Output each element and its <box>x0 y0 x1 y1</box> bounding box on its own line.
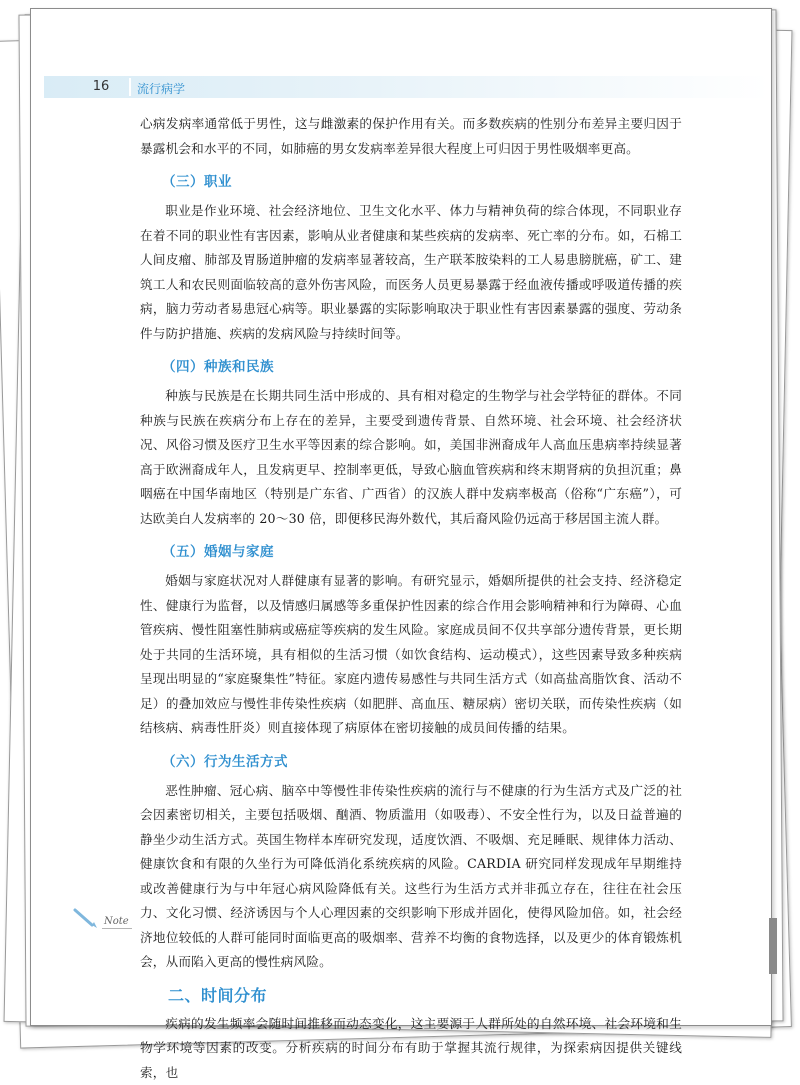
header-divider <box>129 78 131 96</box>
note-underline <box>102 928 132 929</box>
page-edge-strip <box>769 918 777 974</box>
paragraph-sex-continued: 心病发病率通常低于男性，这与雌激素的保护作用有关。而多数疾病的性别分布差异主要归因于暴露机会和水平的不同，如肺癌的男女发病率差异很大程度上可归因于男性吸烟率更高。 <box>140 112 682 161</box>
page-content <box>140 112 682 1085</box>
paragraph-ethnicity: 种族与民族是在长期共同生活中形成的、具有相对稳定的生物学与社会学特征的群体。不同种族与民族在疾病分布上存在的差异，主要受到遗传背景、自然环境、社会环境、社会经济状况、风俗习惯及医疗卫生水平等因素的综合影响。如，美国非洲裔成年人高血压患病率持续显著高于欧洲裔成年人，且发病更早、控制率更低，导致心脑血管疾病和终末期肾病的负担沉重；鼻咽癌在中国华南地区（特别是广东省、广西省）的汉族人群中发病率极高（俗称“广东癌”），可达欧美白人发病率的 20～30 倍，即便移民海外数代，其后裔风险仍远高于移居国主流人群。 <box>140 384 682 531</box>
page-number: 16 <box>74 79 128 94</box>
subheading-behavior-lifestyle: （六）行为生活方式 <box>162 750 682 770</box>
paragraph-marriage-family: 婚姻与家庭状况对人群健康有显著的影响。有研究显示，婚姻所提供的社会支持、经济稳定性、健康行为监督，以及情感归属感等多重保护性因素的综合作用会影响精神和行为障碍、心血管疾病、慢性阻塞性肺病或癌症等疾病的发生风险。家庭成员间不仅共享部分遗传背景，更长期处于共同的生活环境，具有相似的生活习惯（如饮食结构、运动模式），这些因素导致多种疾病呈现出明显的“家庭聚集性”特征。家庭内遗传易感性与共同生活方式（如高盐高脂饮食、活动不足）的叠加效应与慢性非传染性疾病（如肥胖、高血压、糖尿病）密切关联，而传染性疾病（如结核病、病毒性肝炎）则直接体现了病原体在密切接触的成员间传播的结果。 <box>140 569 682 741</box>
section-heading-time-distribution: 二、时间分布 <box>168 983 682 1006</box>
paragraph-occupation: 职业是作业环境、社会经济地位、卫生文化水平、体力与精神负荷的综合体现，不同职业存在着不同的职业性有害因素，影响从业者健康和某些疾病的发病率、死亡率的分布。如，石棉工人间皮瘤、肺部及胃肠道肿瘤的发病率显著较高，生产联苯胺染料的工人易患膀胱癌，矿工、建筑工人和农民则面临较高的意外伤害风险，而医务人员更易暴露于经血液传播或呼吸道传播的疾病，脑力劳动者易患冠心病等。职业暴露的实际影响取决于职业性有害因素暴露的强度、劳动条件与防护措施、疾病的发病风险与持续时间等。 <box>140 199 682 346</box>
margin-note <box>72 906 134 930</box>
subheading-occupation: （三）职业 <box>162 170 682 190</box>
note-label: Note <box>104 916 129 927</box>
subheading-ethnicity: （四）种族和民族 <box>162 355 682 375</box>
subheading-marriage-family: （五）婚姻与家庭 <box>162 540 682 560</box>
paragraph-behavior-lifestyle: 恶性肿瘤、冠心病、脑卒中等慢性非传染性疾病的流行与不健康的行为生活方式及广泛的社会因素密切相关，主要包括吸烟、酗酒、物质滥用（如吸毒）、不安全性行为，以及日益普遍的静坐少动生活方式。英国生物样本库研究发现，适度饮酒、不吸烟、充足睡眠、规律体力活动、健康饮食和有限的久坐行为可降低消化系统疾病的风险。CARDIA 研究同样发现成年早期维持或改善健康行为与中年冠心病风险降低有关。这些行为生活方式并非孤立存在，往往在社会压力、文化习惯、经济诱因与个人心理因素的交织影响下形成并固化，使得风险加倍。如，社会经济地位较低的人群可能同时面临更高的吸烟率、营养不均衡的食物选择，以及更少的体育锻炼机会，从而陷入更高的慢性病风险。 <box>140 779 682 975</box>
pencil-icon <box>72 906 102 930</box>
paragraph-time-distribution: 疾病的发生频率会随时间推移而动态变化，这主要源于人群所处的自然环境、社会环境和生物学环境等因素的改变。分析疾病的时间分布有助于掌握其流行规律，为探索病因提供关键线索，也 <box>140 1012 682 1085</box>
running-title: 流行病学 <box>137 80 185 97</box>
